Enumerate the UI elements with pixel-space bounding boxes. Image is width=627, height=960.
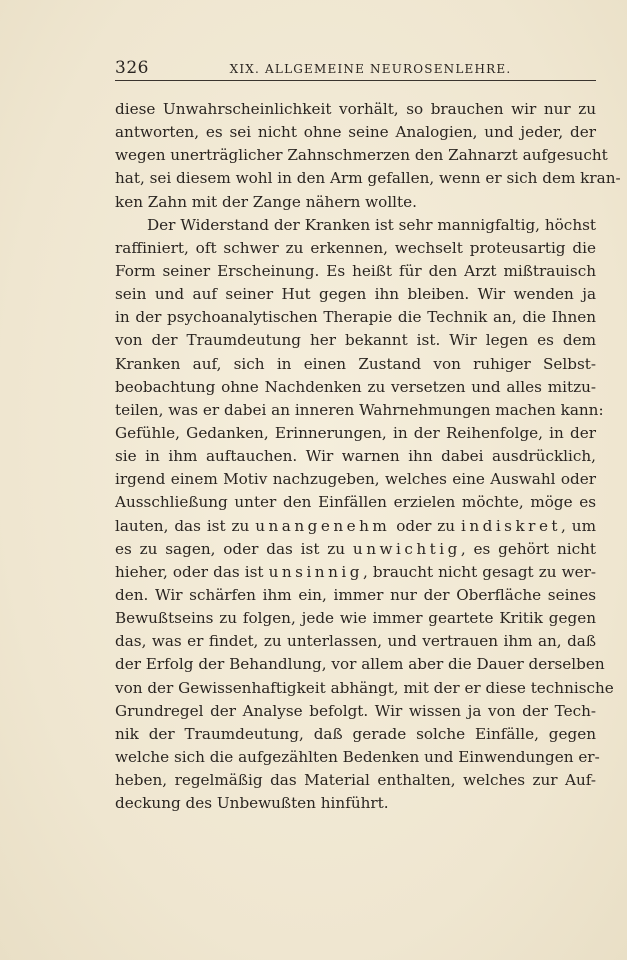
text-line: ken Zahn mit der Zange nähern wollte.	[115, 192, 417, 211]
text-line: welche sich die aufgezählten Bedenken und Einwendungen er-	[115, 747, 600, 766]
text-line: von der Traumdeutung her bekannt ist. Wir legen es dem	[115, 331, 596, 350]
header-rule	[115, 80, 596, 81]
text-line: den. Wir schärfen ihm ein, immer nur der Oberfläche seines	[115, 585, 596, 604]
text-run: oder zu	[390, 516, 461, 535]
page-header	[115, 58, 596, 80]
text-line: raffiniert, oft schwer zu erkennen, wechselt proteusartig die	[115, 238, 596, 257]
text-line: der Erfolg der Behandlung, vor allem aber die Dauer derselben	[115, 655, 605, 674]
text-line: nik der Traumdeutung, daß gerade solche Einfälle, gegen	[115, 724, 596, 743]
text-line: Der Widerstand der Kranken ist sehr mannigfaltig, höchst	[147, 215, 596, 234]
text-line: diese Unwahrscheinlichkeit vorhält, so brauchen wir nur zu	[115, 100, 596, 118]
text-line: beobachtung ohne Nachdenken zu versetzen und alles mitzu-	[115, 377, 596, 396]
body-text	[115, 98, 621, 815]
text-line: antworten, es sei nicht ohne seine Analogien, und jeder, der	[115, 123, 596, 142]
text-line: Grundregel der Analyse befolgt. Wir wissen ja von der Tech-	[115, 701, 596, 720]
text-line: in der psychoanalytischen Therapie die Technik an, die Ihnen	[115, 308, 596, 327]
text-run: lauten, das ist zu	[115, 516, 256, 535]
text-line: teilen, was er dabei an inneren Wahrnehmungen machen kann:	[115, 400, 604, 419]
text-line	[115, 561, 596, 584]
text-line	[115, 538, 596, 561]
spaced-emphasis: unangenehm	[255, 516, 391, 535]
text-line: Form seiner Erscheinung. Es heißt für den Arzt mißtrauisch	[115, 261, 596, 280]
text-run: , es gehört nicht	[460, 539, 597, 558]
text-line: Kranken auf, sich in einen Zustand von ruhiger Selbst-	[115, 354, 596, 373]
page-number: 326	[115, 58, 149, 78]
text-line: irgend einem Motiv nachzugeben, welches eine Auswahl oder	[115, 470, 596, 489]
text-line: das, was er findet, zu unterlassen, und vertrauen ihm an, daß	[115, 632, 596, 651]
running-head: XIX. ALLGEMEINE NEUROSENLEHRE.	[229, 62, 512, 76]
text-line: Bewußtseins zu folgen, jede wie immer geartete Kritik gegen	[115, 609, 596, 628]
text-line: wegen unerträglicher Zahnschmerzen den Zahnarzt aufgesucht	[115, 146, 608, 165]
text-line: Ausschließung unter den Einfällen erzielen möchte, möge es	[115, 493, 596, 512]
text-line: Gefühle, Gedanken, Erinnerungen, in der Reihenfolge, in der	[115, 423, 596, 442]
text-line: deckung des Unbewußten hinführt.	[115, 794, 389, 813]
text-line: hat, sei diesem wohl in den Arm gefallen, wenn er sich dem kran-	[115, 169, 621, 188]
text-run: hieher, oder das ist	[115, 562, 269, 581]
text-line: von der Gewissenhaftigkeit abhängt, mit der er diese technische	[115, 678, 614, 697]
text-run: es zu sagen, oder das ist zu	[115, 539, 353, 558]
spaced-emphasis: unsinnig	[268, 562, 363, 581]
spaced-emphasis: unwichtig	[352, 539, 461, 558]
text-line: sein und auf seiner Hut gegen ihn bleiben. Wir wenden ja	[115, 285, 596, 304]
text-line: heben, regelmäßig das Material enthalten, welches zur Auf-	[115, 771, 596, 790]
text-line	[115, 515, 596, 538]
text-line: sie in ihm auftauchen. Wir warnen ihn dabei ausdrücklich,	[115, 447, 596, 466]
text-run: , um	[561, 516, 596, 535]
text-run: , braucht nicht gesagt zu wer-	[362, 562, 596, 581]
spaced-emphasis: indiskret	[460, 516, 562, 535]
